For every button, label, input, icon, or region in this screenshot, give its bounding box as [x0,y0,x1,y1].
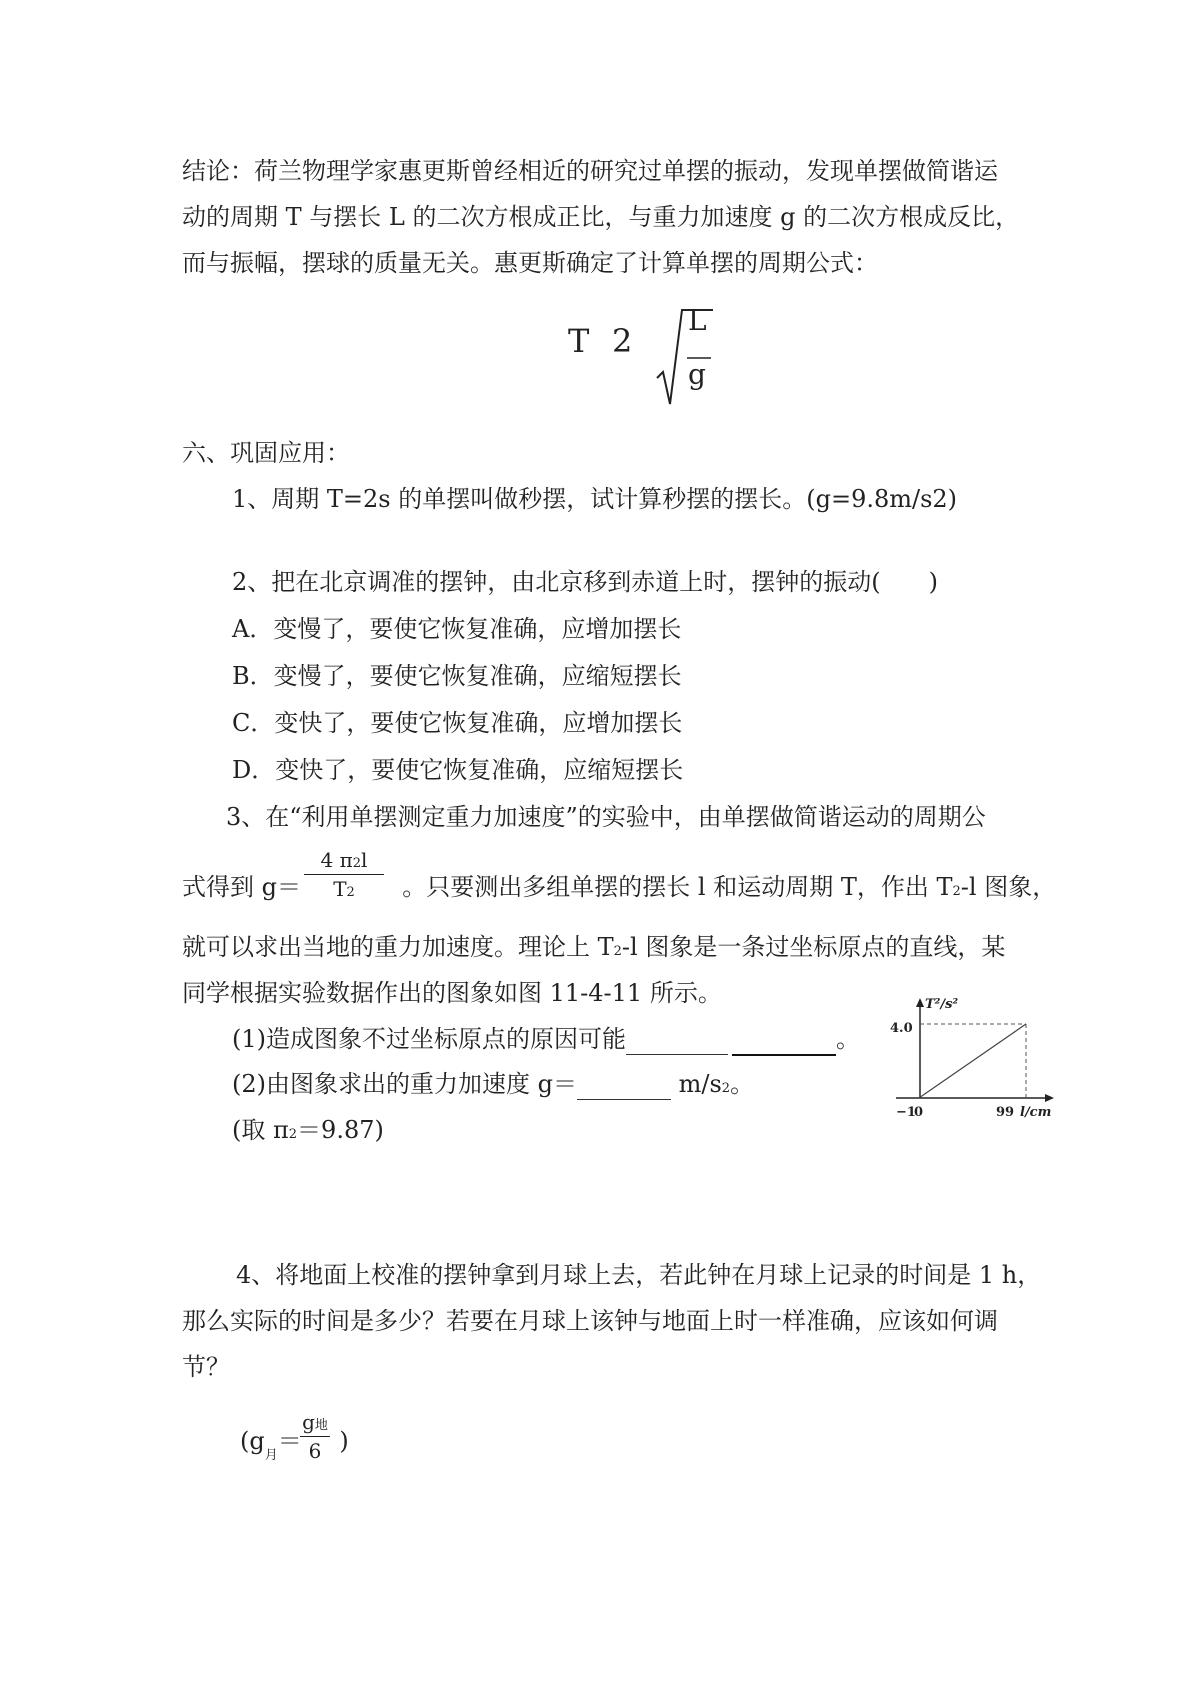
question-3-line-4: 同学根据实验数据作出的图象如图 11-4-11 所示。 [182,979,722,1007]
section-heading: 六、巩固应用： [182,439,350,467]
question-2-option-d: D．变快了，要使它恢复准确，应缩短摆长 [232,756,684,784]
q3-line2-sub: 2 [952,884,961,899]
data-series-line [919,1024,1026,1098]
question-3-line-1: 3、在“利用单摆测定重力加速度”的实验中，由单摆做简谐运动的周期公 [226,803,986,831]
question-2-option-b: B．变慢了，要使它恢复准确，应缩短摆长 [232,662,682,690]
question-4-line-2: 那么实际的时间是多少？若要在月球上该钟与地面上时一样准确，应该如何调 [182,1307,998,1335]
moon-gravity-denominator: 6 [308,1439,322,1463]
question-3-line-3: 就可以求出当地的重力加速度。理论上 T2-l 图象是一条过坐标原点的直线，某 [182,933,1006,961]
q3-line2-mid: 。只要测出多组单摆的摆长 l 和运动周期 T，作出 T [402,873,953,901]
question-4-line-3: 节？ [182,1353,230,1381]
x-tick-99: 99 [996,1105,1015,1120]
moon-gravity-numerator: g地 [302,1410,328,1434]
x-axis-arrow-icon [1045,1094,1054,1102]
question-2-option-c: C．变快了，要使它恢复准确，应增加摆长 [232,709,683,737]
conclusion-line-1: 结论：荷兰物理学家惠更斯曾经相近的研究过单摆的振动，发现单摆做简谐运 [182,157,998,185]
x-axis-label: l/cm [1020,1105,1052,1120]
y-tick-4: 4.0 [890,1021,913,1036]
formula-T: T [568,322,590,360]
g-fraction [304,848,384,901]
conclusion-line-3: 而与振幅，摆球的质量无关。惠更斯确定了计算单摆的周期公式： [182,249,878,277]
x-tick-0: 0 [914,1105,924,1120]
q3-line2-end: -l 图象， [960,873,1057,901]
moon-gravity-fraction [300,1410,330,1463]
question-4-line-1: 4、将地面上校准的摆钟拿到月球上去，若此钟在月球上记录的时间是 1 h， [236,1261,1042,1289]
question-3-sub-3: (取 π2＝9.87) [232,1116,384,1144]
q3-prefix: 式得到 g＝ [182,873,301,901]
answer-blank-1[interactable] [626,1024,728,1055]
t2-l-chart [880,990,1060,1120]
question-2-stem: 2、把在北京调准的摆钟，由北京移到赤道上时，摆钟的振动( ) [232,568,938,596]
answer-blank-1b[interactable] [732,1024,836,1056]
formula-two: 2 [612,322,633,360]
question-2-option-a: A．变慢了，要使它恢复准确，应增加摆长 [232,615,682,643]
question-1: 1、周期 T=2s 的单摆叫做秒摆，试计算秒摆的摆长。(g=9.8m/s2) [232,485,958,513]
x-tick-minus-1: −1 [896,1105,916,1120]
question-3-sub-2: (2)由图象求出的重力加速度 g＝ m/s2。 [232,1070,755,1098]
formula-numerator: L [688,304,707,337]
conclusion-line-2: 动的周期 T 与摆长 L 的二次方根成正比，与重力加速度 g 的二次方根成反比， [182,203,1020,231]
y-axis-label: T²/s² [925,997,959,1012]
question-3-sub-1: (1)造成图象不过坐标原点的原因可能 。 [232,1024,860,1056]
g-fraction-numerator: 4 π2l [320,848,368,872]
formula-denominator: g [688,358,706,391]
question-4-hint: ($g_月=$ ) [240,1427,349,1463]
y-axis-arrow-icon [916,998,924,1007]
g-fraction-denominator: T2 [333,877,355,901]
answer-blank-2[interactable] [577,1069,671,1100]
